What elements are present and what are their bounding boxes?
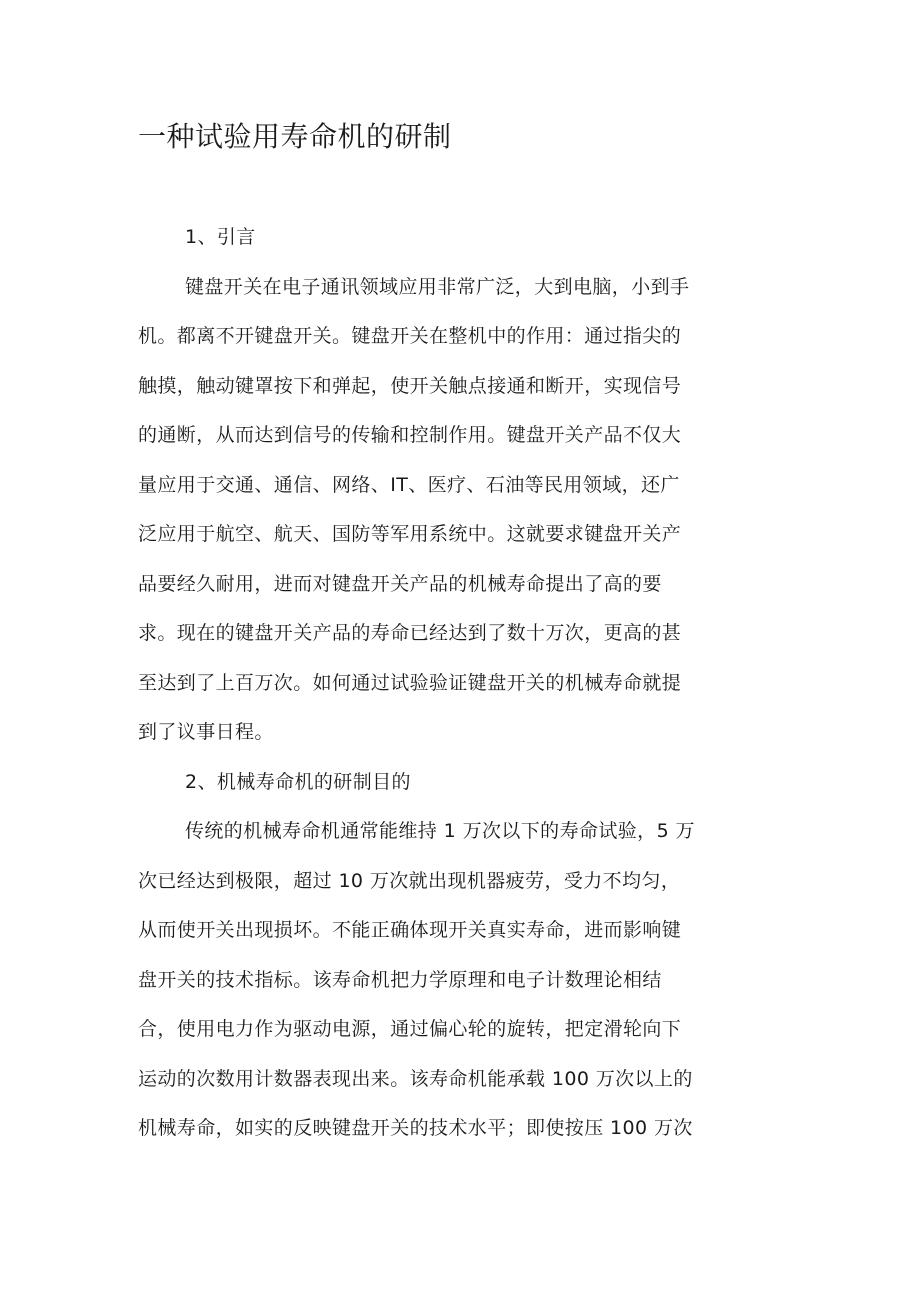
- section-heading-purpose: 2、机械寿命机的研制目的: [185, 770, 411, 793]
- paragraph-line: 键盘开关在电子通讯领域应用非常广泛，大到电脑，小到手: [185, 275, 690, 298]
- paragraph-line: 传统的机械寿命机通常能维持 1 万次以下的寿命试验，5 万: [185, 820, 695, 842]
- paragraph-line: 到了议事日程。: [138, 721, 274, 743]
- document-title: 一种试验用寿命机的研制: [138, 120, 452, 153]
- paragraph-line: 机械寿命，如实的反映键盘开关的技术水平；即使按压 100 万次: [138, 1117, 693, 1139]
- section-heading-introduction: 1、引言: [185, 226, 256, 248]
- paragraph-line: 的通断，从而达到信号的传输和控制作用。键盘开关产品不仅大: [138, 424, 682, 446]
- document-body: [138, 213, 718, 1154]
- paragraph-line: 合，使用电力作为驱动电源，通过偏心轮的旋转，把定滑轮向下: [138, 1018, 682, 1040]
- paragraph-line: 量应用于交通、通信、网络、IT、医疗、石油等民用领域，还广: [138, 473, 680, 496]
- paragraph-line: 运动的次数用计数器表现出来。该寿命机能承载 100 万次以上的: [138, 1067, 693, 1090]
- paragraph-line: 泛应用于航空、航天、国防等军用系统中。这就要求键盘开关产: [138, 523, 682, 545]
- paragraph-line: 机。都离不开键盘开关。键盘开关在整机中的作用：通过指尖的: [138, 325, 682, 347]
- paragraph-line: 盘开关的技术指标。该寿命机把力学原理和电子计数理论相结: [138, 968, 662, 991]
- paragraph-line: 至达到了上百万次。如何通过试验验证键盘开关的机械寿命就提: [138, 671, 682, 694]
- paragraph-line: 次已经达到极限，超过 10 万次就出现机器疲劳，受力不均匀，: [138, 869, 681, 892]
- paragraph-line: 从而使开关出现损坏。不能正确体现开关真实寿命，进而影响键: [138, 919, 682, 941]
- paragraph-line: 触摸，触动键罩按下和弹起，使开关触点接通和断开，实现信号: [138, 374, 682, 397]
- paragraph-line: 品要经久耐用，进而对键盘开关产品的机械寿命提出了高的要: [138, 572, 662, 595]
- paragraph-line: 求。现在的键盘开关产品的寿命已经达到了数十万次，更高的甚: [138, 622, 682, 644]
